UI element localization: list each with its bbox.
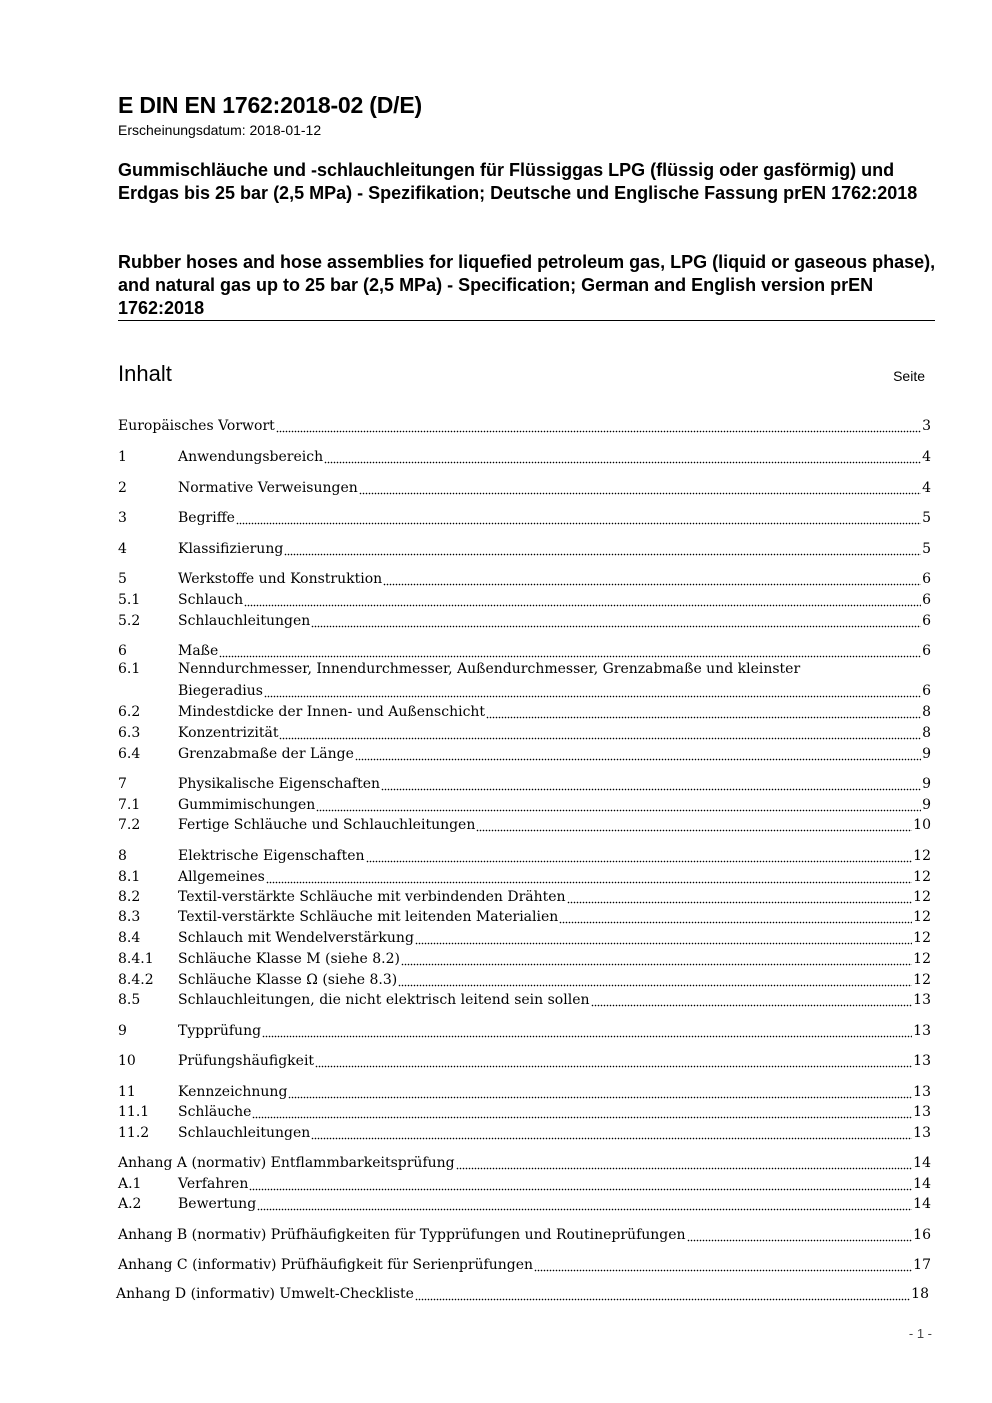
title-divider bbox=[118, 320, 935, 321]
title-german: Gummischläuche und -schlauchleitungen für Flüssiggas LPG (flüssig oder gasförmig) und Erdgas bis 25 bar (2,5 MPa) - Spezifikation; Deutsche und Englische Fassung prEN 1762:2018 bbox=[118, 160, 918, 203]
toc-entry-label: Mindestdicke der Innen- und Außenschicht bbox=[178, 704, 486, 720]
toc-dot-leader bbox=[366, 849, 913, 863]
toc-entry-number: A.2 bbox=[118, 1196, 142, 1212]
toc-entry-page: 4 bbox=[922, 480, 931, 496]
toc-entry-label: Anhang D (informativ) Umwelt-Checkliste bbox=[116, 1286, 414, 1302]
toc-entry[interactable] bbox=[118, 641, 931, 661]
toc-dot-leader bbox=[244, 593, 921, 607]
toc-entry-number: 11 bbox=[118, 1084, 136, 1100]
toc-dot-leader bbox=[236, 511, 921, 525]
toc-dot-leader bbox=[567, 890, 913, 904]
toc-entry-label: Verfahren bbox=[178, 1176, 249, 1192]
toc-entry-page: 12 bbox=[913, 972, 931, 988]
toc-entry[interactable] bbox=[118, 723, 931, 743]
toc-entry-page: 8 bbox=[922, 725, 931, 741]
toc-entry-page: 12 bbox=[913, 930, 931, 946]
toc-entry-page: 13 bbox=[913, 1125, 931, 1141]
toc-entry[interactable] bbox=[118, 1194, 931, 1214]
toc-entry-page: 13 bbox=[913, 1084, 931, 1100]
toc-entry-page: 9 bbox=[922, 776, 931, 792]
toc-entry-label: Anhang B (normativ) Prüfhäufigkeiten für Typprüfungen und Routineprüfungen bbox=[118, 1227, 686, 1243]
toc-entry-label: Schläuche Klasse M (siehe 8.2) bbox=[178, 951, 400, 967]
toc-entry-page: 9 bbox=[922, 797, 931, 813]
toc-entry-page: 16 bbox=[913, 1227, 931, 1243]
toc-entry[interactable] bbox=[118, 416, 931, 436]
toc-entry-label: Begriffe bbox=[178, 510, 235, 526]
toc-entry-page: 6 bbox=[922, 643, 931, 659]
toc-dot-leader bbox=[288, 1085, 912, 1099]
toc-entry[interactable] bbox=[118, 539, 931, 559]
toc-entry[interactable] bbox=[118, 569, 931, 589]
toc-dot-leader bbox=[219, 644, 921, 658]
toc-entry[interactable] bbox=[118, 1021, 931, 1041]
toc-entry[interactable] bbox=[118, 1123, 931, 1143]
toc-entry-number: 6.1 bbox=[118, 661, 141, 677]
toc-entry[interactable] bbox=[118, 887, 931, 907]
toc-entry-page: 14 bbox=[913, 1196, 931, 1212]
toc-entry-number: 9 bbox=[118, 1023, 127, 1039]
toc-entry-number: 7.1 bbox=[118, 797, 141, 813]
toc-entry[interactable] bbox=[118, 702, 931, 722]
toc-entry-number: 8.4.1 bbox=[118, 951, 154, 967]
toc-entry-label: Schlauchleitungen bbox=[178, 1125, 311, 1141]
toc-dot-leader bbox=[559, 910, 912, 924]
toc-entry[interactable] bbox=[118, 681, 931, 701]
toc-entry[interactable] bbox=[118, 1225, 931, 1245]
toc-entry-page: 14 bbox=[913, 1176, 931, 1192]
toc-dot-leader bbox=[486, 705, 921, 719]
toc-entry[interactable] bbox=[118, 815, 931, 835]
toc-dot-leader bbox=[249, 1177, 912, 1191]
toc-entry-number: 6.3 bbox=[118, 725, 141, 741]
toc-entry[interactable] bbox=[118, 907, 931, 927]
toc-entry-label: Elektrische Eigenschaften bbox=[178, 848, 365, 864]
toc-entry-page: 4 bbox=[922, 449, 931, 465]
toc-entry-label: Bewertung bbox=[178, 1196, 257, 1212]
toc-dot-leader bbox=[456, 1156, 913, 1170]
toc-dot-leader bbox=[401, 952, 912, 966]
toc-entry-page: 13 bbox=[913, 992, 931, 1008]
toc-entry[interactable] bbox=[118, 590, 931, 610]
toc-entry-number: 8.4.2 bbox=[118, 972, 154, 988]
toc-entry[interactable] bbox=[118, 1255, 931, 1275]
toc-entry-wrapped[interactable] bbox=[118, 659, 931, 679]
toc-entry-number: 6.4 bbox=[118, 746, 141, 762]
toc-entry-number: 5.1 bbox=[118, 592, 141, 608]
toc-dot-leader bbox=[415, 931, 912, 945]
toc-entry-label: Prüfungshäufigkeit bbox=[178, 1053, 315, 1069]
toc-entry-label: Schlauchleitungen, die nicht elektrisch leitend sein sollen bbox=[178, 992, 590, 1008]
toc-entry-number: 5 bbox=[118, 571, 127, 587]
toc-entry-page: 18 bbox=[911, 1286, 929, 1302]
toc-entry[interactable] bbox=[118, 970, 931, 990]
toc-dot-leader bbox=[311, 614, 921, 628]
toc-entry-label: Normative Verweisungen bbox=[178, 480, 358, 496]
toc-entry-page: 12 bbox=[913, 951, 931, 967]
toc-entry-label: Textil-verstärkte Schläuche mit verbindenden Drähten bbox=[178, 889, 566, 905]
title-english: Rubber hoses and hose assemblies for liquefied petroleum gas, LPG (liquid or gaseous phase), and natural gas up to 25 bar (2,5 MPa) - Specification; German and English version prEN 1762:2018 bbox=[118, 252, 936, 318]
toc-dot-leader bbox=[415, 1287, 910, 1301]
toc-entry-number: 8.5 bbox=[118, 992, 141, 1008]
toc-entry-label: Anwendungsbereich bbox=[178, 449, 324, 465]
toc-entry-page: 10 bbox=[913, 817, 931, 833]
toc-entry-number: 2 bbox=[118, 480, 127, 496]
toc-entry-label: Grenzabmaße der Länge bbox=[178, 746, 354, 762]
toc-dot-leader bbox=[252, 1105, 912, 1119]
toc-entry-number: 7 bbox=[118, 776, 127, 792]
toc-entry[interactable] bbox=[118, 949, 931, 969]
toc-entry-number: 8.1 bbox=[118, 869, 141, 885]
toc-dot-leader bbox=[355, 747, 921, 761]
toc-heading: Inhalt bbox=[118, 361, 172, 386]
toc-entry[interactable] bbox=[118, 1051, 931, 1071]
toc-entry-number: 8.2 bbox=[118, 889, 141, 905]
toc-dot-leader bbox=[276, 419, 921, 433]
toc-entry-page: 5 bbox=[922, 510, 931, 526]
toc-dot-leader bbox=[383, 572, 921, 586]
toc-entry[interactable] bbox=[118, 1153, 931, 1173]
toc-entry-label: Textil-verstärkte Schläuche mit leitenden Materialien bbox=[178, 909, 559, 925]
toc-dot-leader bbox=[264, 684, 921, 698]
toc-entry-number: 8 bbox=[118, 848, 127, 864]
toc-entry-number: 3 bbox=[118, 510, 127, 526]
toc-entry-number: 5.2 bbox=[118, 613, 141, 629]
toc-entry[interactable] bbox=[118, 1102, 931, 1122]
toc-dot-leader bbox=[316, 798, 921, 812]
toc-entry-number: 10 bbox=[118, 1053, 136, 1069]
toc-dot-leader bbox=[534, 1258, 912, 1272]
toc-entry[interactable] bbox=[118, 867, 931, 887]
toc-entry-label: Anhang C (informativ) Prüfhäufigkeit für Serienprüfungen bbox=[118, 1257, 534, 1273]
toc-entry-page: 17 bbox=[913, 1257, 931, 1273]
toc-entry-label: Fertige Schläuche und Schlauchleitungen bbox=[178, 817, 476, 833]
toc-entry-label: Biegeradius bbox=[178, 683, 263, 699]
toc-entry[interactable] bbox=[118, 508, 931, 528]
toc-entry-number: 11.1 bbox=[118, 1104, 150, 1120]
toc-dot-leader bbox=[324, 450, 921, 464]
toc-dot-leader bbox=[687, 1228, 913, 1242]
toc-entry-label: Anhang A (normativ) Entflammbarkeitsprüfung bbox=[118, 1155, 455, 1171]
toc-entry-page: 13 bbox=[913, 1053, 931, 1069]
toc-entry-label: Gummimischungen bbox=[178, 797, 316, 813]
toc-entry-label: Klassifizierung bbox=[178, 541, 284, 557]
document-id: E DIN EN 1762:2018-02 (D/E) bbox=[118, 92, 422, 118]
toc-dot-leader bbox=[257, 1197, 912, 1211]
toc-dot-leader bbox=[591, 993, 913, 1007]
toc-entry-label: Schlauch bbox=[178, 592, 244, 608]
toc-entry[interactable] bbox=[118, 795, 931, 815]
toc-entry[interactable] bbox=[118, 774, 931, 794]
toc-entry[interactable] bbox=[118, 990, 931, 1010]
toc-dot-leader bbox=[398, 973, 912, 987]
toc-entry-page: 6 bbox=[922, 613, 931, 629]
toc-entry-page: 13 bbox=[913, 1023, 931, 1039]
publication-date: Erscheinungsdatum: 2018-01-12 bbox=[118, 122, 322, 138]
toc-entry-page: 12 bbox=[913, 909, 931, 925]
toc-entry[interactable] bbox=[118, 846, 931, 866]
toc-entry-label: Schlauchleitungen bbox=[178, 613, 311, 629]
toc-entry-label: Schläuche bbox=[178, 1104, 252, 1120]
toc-dot-leader bbox=[381, 777, 921, 791]
toc-entry[interactable] bbox=[118, 447, 931, 467]
toc-dot-leader bbox=[284, 542, 921, 556]
toc-entry-label: Schlauch mit Wendelverstärkung bbox=[178, 930, 414, 946]
toc-entry-number: 11.2 bbox=[118, 1125, 150, 1141]
toc-dot-leader bbox=[311, 1126, 912, 1140]
toc-entry[interactable] bbox=[118, 1174, 931, 1194]
toc-entry-number: A.1 bbox=[118, 1176, 142, 1192]
toc-dot-leader bbox=[279, 726, 921, 740]
toc-entry-label: Konzentrizität bbox=[178, 725, 279, 741]
toc-dot-leader bbox=[266, 870, 912, 884]
toc-entry-number: 1 bbox=[118, 449, 127, 465]
toc-page-column-label: Seite bbox=[893, 368, 925, 384]
toc-entry-page: 6 bbox=[922, 592, 931, 608]
toc-entry-page: 12 bbox=[913, 869, 931, 885]
toc-entry-number: 6.2 bbox=[118, 704, 141, 720]
toc-entry-number: 7.2 bbox=[118, 817, 141, 833]
toc-entry-label: Europäisches Vorwort bbox=[118, 418, 275, 434]
toc-entry-number: 6 bbox=[118, 643, 127, 659]
toc-entry-page: 6 bbox=[922, 571, 931, 587]
toc-entry[interactable] bbox=[118, 611, 931, 631]
footer-page-number: - 1 - bbox=[908, 1326, 932, 1341]
toc-entry-label: Typprüfung bbox=[178, 1023, 262, 1039]
toc-dot-leader bbox=[359, 481, 921, 495]
toc-entry[interactable] bbox=[118, 744, 931, 764]
toc-entry-page: 14 bbox=[913, 1155, 931, 1171]
toc-entry-page: 13 bbox=[913, 1104, 931, 1120]
toc-entry-label: Werkstoffe und Konstruktion bbox=[178, 571, 383, 587]
toc-entry-number: 8.3 bbox=[118, 909, 141, 925]
toc-entry-label: Schläuche Klasse Ω (siehe 8.3) bbox=[178, 972, 398, 988]
toc-entry-label: Kennzeichnung bbox=[178, 1084, 288, 1100]
toc-entry-label: Nenndurchmesser, Innendurchmesser, Außendurchmesser, Grenzabmaße und kleinster bbox=[178, 661, 801, 677]
toc-entry-number: 4 bbox=[118, 541, 127, 557]
toc-entry-page: 8 bbox=[922, 704, 931, 720]
toc-entry-label: Physikalische Eigenschaften bbox=[178, 776, 381, 792]
toc-dot-leader bbox=[315, 1054, 912, 1068]
toc-entry-page: 5 bbox=[922, 541, 931, 557]
toc-entry-page: 12 bbox=[913, 889, 931, 905]
toc-entry-page: 9 bbox=[922, 746, 931, 762]
toc-entry-page: 3 bbox=[922, 418, 931, 434]
toc-entry[interactable] bbox=[118, 1082, 931, 1102]
toc-entry[interactable] bbox=[118, 478, 931, 498]
toc-entry-label: Maße bbox=[178, 643, 219, 659]
toc-entry-page: 12 bbox=[913, 848, 931, 864]
toc-entry-page: 6 bbox=[922, 683, 931, 699]
toc-entry[interactable] bbox=[116, 1284, 929, 1304]
toc-entry[interactable] bbox=[118, 928, 931, 948]
toc-dot-leader bbox=[476, 818, 912, 832]
toc-dot-leader bbox=[262, 1024, 912, 1038]
toc-entry-label: Allgemeines bbox=[178, 869, 265, 885]
toc-entry-number: 8.4 bbox=[118, 930, 141, 946]
